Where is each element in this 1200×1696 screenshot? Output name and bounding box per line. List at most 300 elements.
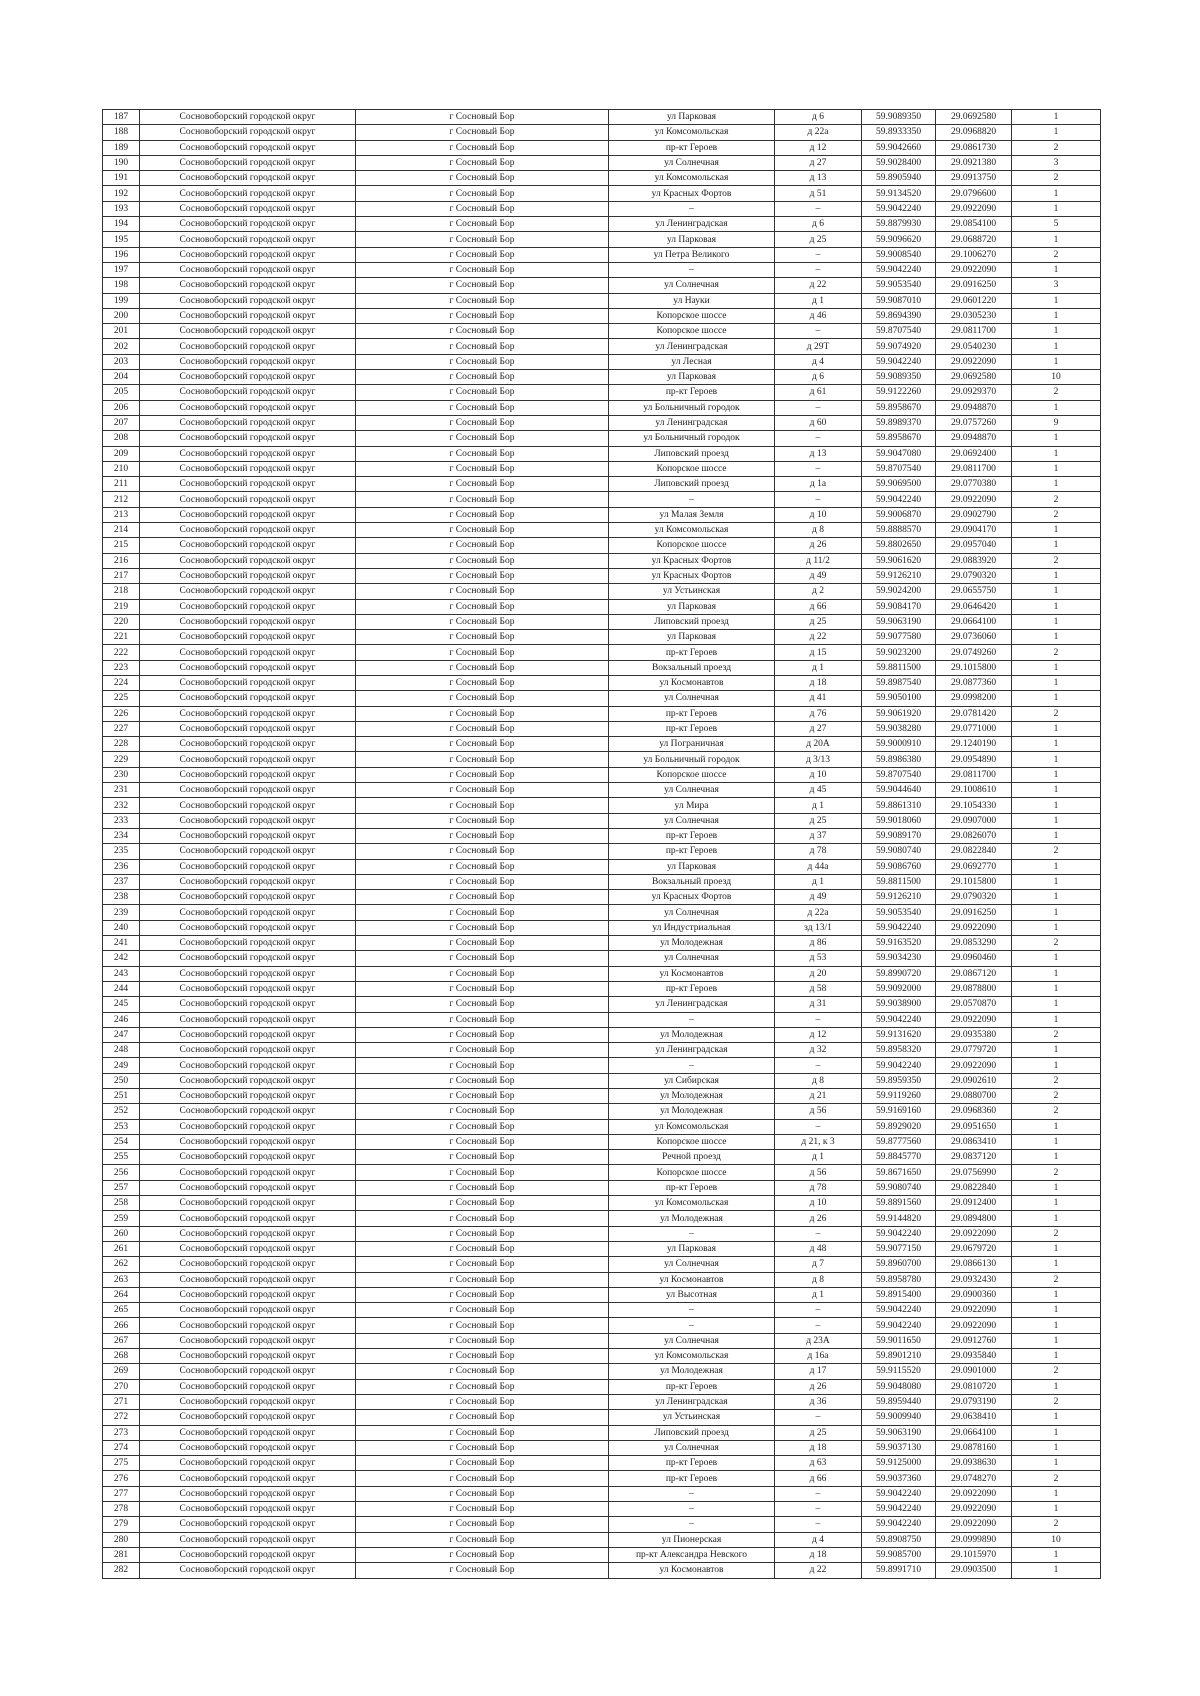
street-cell: ул Солнечная	[609, 1440, 775, 1455]
house-cell: д 41	[775, 691, 862, 706]
row-number-cell: 270	[103, 1379, 140, 1394]
settlement-cell: г Сосновый Бор	[356, 232, 609, 247]
longitude-cell: 29.0866130	[936, 1257, 1012, 1272]
table-row	[103, 890, 1101, 905]
count-cell: 1	[1012, 1211, 1101, 1226]
longitude-cell: 29.0998200	[936, 691, 1012, 706]
table-row	[103, 813, 1101, 828]
district-cell: Сосновоборский городской округ	[140, 706, 356, 721]
latitude-cell: 59.8933350	[862, 125, 936, 140]
table-row	[103, 400, 1101, 415]
row-number-cell: 222	[103, 645, 140, 660]
street-cell: ул Молодежная	[609, 1364, 775, 1379]
street-cell: ул Красных Фортов	[609, 186, 775, 201]
row-number-cell: 255	[103, 1150, 140, 1165]
district-cell: Сосновоборский городской округ	[140, 859, 356, 874]
district-cell: Сосновоборский городской округ	[140, 1027, 356, 1042]
street-cell: ул Солнечная	[609, 783, 775, 798]
longitude-cell: 29.0692400	[936, 446, 1012, 461]
row-number-cell: 245	[103, 997, 140, 1012]
district-cell: Сосновоборский городской округ	[140, 186, 356, 201]
settlement-cell: г Сосновый Бор	[356, 1333, 609, 1348]
house-cell: д 17	[775, 1364, 862, 1379]
longitude-cell: 29.1240190	[936, 737, 1012, 752]
district-cell: Сосновоборский городской округ	[140, 171, 356, 186]
latitude-cell: 59.9042240	[862, 1058, 936, 1073]
row-number-cell: 231	[103, 783, 140, 798]
house-cell: д 25	[775, 614, 862, 629]
table-row	[103, 1119, 1101, 1134]
row-number-cell: 199	[103, 293, 140, 308]
settlement-cell: г Сосновый Бор	[356, 1073, 609, 1088]
table-row	[103, 1532, 1101, 1547]
house-cell: д 25	[775, 813, 862, 828]
house-cell: д 56	[775, 1165, 862, 1180]
settlement-cell: г Сосновый Бор	[356, 660, 609, 675]
street-cell: пр-кт Александра Невского	[609, 1547, 775, 1562]
longitude-cell: 29.0938630	[936, 1456, 1012, 1471]
house-cell: –	[775, 431, 862, 446]
count-cell: 2	[1012, 1272, 1101, 1287]
row-number-cell: 274	[103, 1440, 140, 1455]
row-number-cell: 268	[103, 1349, 140, 1364]
street-cell: ул Лесная	[609, 354, 775, 369]
house-cell: д 1	[775, 1287, 862, 1302]
longitude-cell: 29.0935840	[936, 1349, 1012, 1364]
district-cell: Сосновоборский городской округ	[140, 691, 356, 706]
count-cell: 1	[1012, 859, 1101, 874]
district-cell: Сосновоборский городской округ	[140, 936, 356, 951]
latitude-cell: 59.9000910	[862, 737, 936, 752]
row-number-cell: 208	[103, 431, 140, 446]
count-cell: 1	[1012, 1318, 1101, 1333]
table-row	[103, 1486, 1101, 1501]
table-row	[103, 1012, 1101, 1027]
table-row	[103, 1410, 1101, 1425]
street-cell: пр-кт Героев	[609, 1456, 775, 1471]
latitude-cell: 59.9080740	[862, 1180, 936, 1195]
house-cell: д 15	[775, 645, 862, 660]
table-row	[103, 584, 1101, 599]
row-number-cell: 212	[103, 492, 140, 507]
row-number-cell: 250	[103, 1073, 140, 1088]
settlement-cell: г Сосновый Бор	[356, 859, 609, 874]
settlement-cell: г Сосновый Бор	[356, 1425, 609, 1440]
longitude-cell: 29.0861730	[936, 140, 1012, 155]
count-cell: 1	[1012, 1303, 1101, 1318]
street-cell: Липовский проезд	[609, 1425, 775, 1440]
longitude-cell: 29.0878160	[936, 1440, 1012, 1455]
row-number-cell: 225	[103, 691, 140, 706]
settlement-cell: г Сосновый Бор	[356, 1134, 609, 1149]
longitude-cell: 29.0692770	[936, 859, 1012, 874]
latitude-cell: 59.9042240	[862, 1012, 936, 1027]
street-cell: –	[609, 1012, 775, 1027]
latitude-cell: 59.9042240	[862, 1226, 936, 1241]
district-cell: Сосновоборский городской округ	[140, 1440, 356, 1455]
latitude-cell: 59.9042240	[862, 1303, 936, 1318]
district-cell: Сосновоборский городской округ	[140, 1517, 356, 1532]
house-cell: д 21, к 3	[775, 1134, 862, 1149]
district-cell: Сосновоборский городской округ	[140, 1532, 356, 1547]
longitude-cell: 29.0922090	[936, 262, 1012, 277]
count-cell: 1	[1012, 1150, 1101, 1165]
street-cell: ул Космонавтов	[609, 966, 775, 981]
house-cell: д 8	[775, 1272, 862, 1287]
settlement-cell: г Сосновый Бор	[356, 507, 609, 522]
row-number-cell: 242	[103, 951, 140, 966]
row-number-cell: 234	[103, 828, 140, 843]
settlement-cell: г Сосновый Бор	[356, 798, 609, 813]
latitude-cell: 59.8707540	[862, 461, 936, 476]
house-cell: д 63	[775, 1456, 862, 1471]
longitude-cell: 29.0811700	[936, 461, 1012, 476]
table-row	[103, 1211, 1101, 1226]
table-row	[103, 905, 1101, 920]
latitude-cell: 59.9089350	[862, 110, 936, 125]
latitude-cell: 59.9038900	[862, 997, 936, 1012]
street-cell: пр-кт Героев	[609, 706, 775, 721]
street-cell: ул Парковая	[609, 630, 775, 645]
latitude-cell: 59.9077150	[862, 1241, 936, 1256]
row-number-cell: 258	[103, 1196, 140, 1211]
settlement-cell: г Сосновый Бор	[356, 1196, 609, 1211]
latitude-cell: 59.8986380	[862, 752, 936, 767]
settlement-cell: г Сосновый Бор	[356, 1303, 609, 1318]
latitude-cell: 59.9038280	[862, 721, 936, 736]
latitude-cell: 59.8958780	[862, 1272, 936, 1287]
count-cell: 1	[1012, 966, 1101, 981]
street-cell: ул Солнечная	[609, 155, 775, 170]
house-cell: д 26	[775, 538, 862, 553]
count-cell: 2	[1012, 553, 1101, 568]
table-row	[103, 1180, 1101, 1195]
district-cell: Сосновоборский городской округ	[140, 1471, 356, 1486]
latitude-cell: 59.8915400	[862, 1287, 936, 1302]
count-cell: 1	[1012, 660, 1101, 675]
district-cell: Сосновоборский городской округ	[140, 630, 356, 645]
longitude-cell: 29.0863410	[936, 1134, 1012, 1149]
longitude-cell: 29.0907000	[936, 813, 1012, 828]
latitude-cell: 59.9089170	[862, 828, 936, 843]
district-cell: Сосновоборский городской округ	[140, 1211, 356, 1226]
latitude-cell: 59.9144820	[862, 1211, 936, 1226]
row-number-cell: 232	[103, 798, 140, 813]
settlement-cell: г Сосновый Бор	[356, 675, 609, 690]
settlement-cell: г Сосновый Бор	[356, 874, 609, 889]
latitude-cell: 59.9042240	[862, 1318, 936, 1333]
house-cell: –	[775, 1303, 862, 1318]
row-number-cell: 235	[103, 844, 140, 859]
house-cell: д 1	[775, 1150, 862, 1165]
house-cell: д 78	[775, 844, 862, 859]
settlement-cell: г Сосновый Бор	[356, 828, 609, 843]
district-cell: Сосновоборский городской округ	[140, 844, 356, 859]
district-cell: Сосновоборский городской округ	[140, 568, 356, 583]
count-cell: 2	[1012, 247, 1101, 262]
street-cell: Копорское шоссе	[609, 767, 775, 782]
street-cell: ул Комсомольская	[609, 1119, 775, 1134]
count-cell: 1	[1012, 1257, 1101, 1272]
settlement-cell: г Сосновый Бор	[356, 492, 609, 507]
count-cell: 3	[1012, 278, 1101, 293]
street-cell: ул Молодежная	[609, 936, 775, 951]
table-row	[103, 981, 1101, 996]
longitude-cell: 29.0811700	[936, 767, 1012, 782]
settlement-cell: г Сосновый Бор	[356, 1547, 609, 1562]
street-cell: ул Молодежная	[609, 1211, 775, 1226]
longitude-cell: 29.0922090	[936, 1486, 1012, 1501]
street-cell: ул Солнечная	[609, 951, 775, 966]
street-cell: пр-кт Героев	[609, 828, 775, 843]
table-row	[103, 278, 1101, 293]
settlement-cell: г Сосновый Бор	[356, 1502, 609, 1517]
house-cell: д 22	[775, 1563, 862, 1578]
latitude-cell: 59.9053540	[862, 905, 936, 920]
latitude-cell: 59.8777560	[862, 1134, 936, 1149]
district-cell: Сосновоборский городской округ	[140, 125, 356, 140]
house-cell: д 1	[775, 660, 862, 675]
count-cell: 5	[1012, 217, 1101, 232]
house-cell: д 18	[775, 1547, 862, 1562]
house-cell: –	[775, 461, 862, 476]
longitude-cell: 29.0922090	[936, 492, 1012, 507]
count-cell: 2	[1012, 492, 1101, 507]
settlement-cell: г Сосновый Бор	[356, 140, 609, 155]
house-cell: д 25	[775, 232, 862, 247]
table-row	[103, 1089, 1101, 1104]
longitude-cell: 29.0736060	[936, 630, 1012, 645]
street-cell: –	[609, 1517, 775, 1532]
row-number-cell: 205	[103, 385, 140, 400]
row-number-cell: 200	[103, 308, 140, 323]
settlement-cell: г Сосновый Бор	[356, 752, 609, 767]
street-cell: –	[609, 1318, 775, 1333]
street-cell: ул Парковая	[609, 370, 775, 385]
street-cell: ул Молодежная	[609, 1027, 775, 1042]
latitude-cell: 59.8959440	[862, 1394, 936, 1409]
house-cell: д 22а	[775, 905, 862, 920]
longitude-cell: 29.0968820	[936, 125, 1012, 140]
longitude-cell: 29.0922090	[936, 1318, 1012, 1333]
house-cell: д 2	[775, 584, 862, 599]
latitude-cell: 59.9042240	[862, 920, 936, 935]
count-cell: 1	[1012, 477, 1101, 492]
row-number-cell: 218	[103, 584, 140, 599]
house-cell: д 12	[775, 1027, 862, 1042]
row-number-cell: 260	[103, 1226, 140, 1241]
count-cell: 1	[1012, 1333, 1101, 1348]
street-cell: ул Науки	[609, 293, 775, 308]
street-cell: ул Устьинская	[609, 584, 775, 599]
table-row	[103, 1303, 1101, 1318]
latitude-cell: 59.9096620	[862, 232, 936, 247]
longitude-cell: 29.1006270	[936, 247, 1012, 262]
house-cell: д 45	[775, 783, 862, 798]
row-number-cell: 196	[103, 247, 140, 262]
longitude-cell: 29.0922090	[936, 354, 1012, 369]
table-row	[103, 140, 1101, 155]
row-number-cell: 262	[103, 1257, 140, 1272]
longitude-cell: 29.0867120	[936, 966, 1012, 981]
latitude-cell: 59.9063190	[862, 614, 936, 629]
street-cell: ул Комсомольская	[609, 523, 775, 538]
house-cell: д 10	[775, 767, 862, 782]
settlement-cell: г Сосновый Бор	[356, 1180, 609, 1195]
count-cell: 1	[1012, 1241, 1101, 1256]
house-cell: д 27	[775, 155, 862, 170]
count-cell: 1	[1012, 997, 1101, 1012]
table-row	[103, 1440, 1101, 1455]
settlement-cell: г Сосновый Бор	[356, 400, 609, 415]
longitude-cell: 29.0913750	[936, 171, 1012, 186]
table-row	[103, 293, 1101, 308]
district-cell: Сосновоборский городской округ	[140, 874, 356, 889]
latitude-cell: 59.9050100	[862, 691, 936, 706]
street-cell: ул Комсомольская	[609, 1349, 775, 1364]
table-row	[103, 1563, 1101, 1578]
latitude-cell: 59.9042240	[862, 262, 936, 277]
table-row	[103, 936, 1101, 951]
latitude-cell: 59.8811500	[862, 874, 936, 889]
district-cell: Сосновоборский городской округ	[140, 599, 356, 614]
district-cell: Сосновоборский городской округ	[140, 1165, 356, 1180]
count-cell: 1	[1012, 1563, 1101, 1578]
district-cell: Сосновоборский городской округ	[140, 813, 356, 828]
latitude-cell: 59.8991710	[862, 1563, 936, 1578]
row-number-cell: 227	[103, 721, 140, 736]
district-cell: Сосновоборский городской округ	[140, 890, 356, 905]
count-cell: 1	[1012, 584, 1101, 599]
street-cell: ул Ленинградская	[609, 217, 775, 232]
count-cell: 2	[1012, 140, 1101, 155]
count-cell: 2	[1012, 645, 1101, 660]
street-cell: ул Сибирская	[609, 1073, 775, 1088]
street-cell: ул Парковая	[609, 859, 775, 874]
street-cell: Копорское шоссе	[609, 324, 775, 339]
longitude-cell: 29.0902610	[936, 1073, 1012, 1088]
district-cell: Сосновоборский городской округ	[140, 110, 356, 125]
district-cell: Сосновоборский городской округ	[140, 783, 356, 798]
house-cell: зд 13/1	[775, 920, 862, 935]
street-cell: ул Петра Великого	[609, 247, 775, 262]
settlement-cell: г Сосновый Бор	[356, 1287, 609, 1302]
settlement-cell: г Сосновый Бор	[356, 1318, 609, 1333]
row-number-cell: 188	[103, 125, 140, 140]
longitude-cell: 29.0756990	[936, 1165, 1012, 1180]
longitude-cell: 29.0822840	[936, 844, 1012, 859]
table-row	[103, 247, 1101, 262]
settlement-cell: г Сосновый Бор	[356, 936, 609, 951]
longitude-cell: 29.0922090	[936, 1517, 1012, 1532]
settlement-cell: г Сосновый Бор	[356, 966, 609, 981]
row-number-cell: 261	[103, 1241, 140, 1256]
longitude-cell: 29.0904170	[936, 523, 1012, 538]
table-row	[103, 1456, 1101, 1471]
settlement-cell: г Сосновый Бор	[356, 262, 609, 277]
settlement-cell: г Сосновый Бор	[356, 1089, 609, 1104]
row-number-cell: 277	[103, 1486, 140, 1501]
house-cell: д 1	[775, 874, 862, 889]
street-cell: пр-кт Героев	[609, 721, 775, 736]
longitude-cell: 29.0853290	[936, 936, 1012, 951]
district-cell: Сосновоборский городской округ	[140, 1150, 356, 1165]
longitude-cell: 29.0822840	[936, 1180, 1012, 1195]
district-cell: Сосновоборский городской округ	[140, 538, 356, 553]
row-number-cell: 247	[103, 1027, 140, 1042]
longitude-cell: 29.0601220	[936, 293, 1012, 308]
latitude-cell: 59.8989370	[862, 415, 936, 430]
house-cell: –	[775, 324, 862, 339]
table-row	[103, 461, 1101, 476]
district-cell: Сосновоборский городской округ	[140, 721, 356, 736]
latitude-cell: 59.9042660	[862, 140, 936, 155]
row-number-cell: 230	[103, 767, 140, 782]
table-row	[103, 568, 1101, 583]
house-cell: д 8	[775, 523, 862, 538]
district-cell: Сосновоборский городской округ	[140, 920, 356, 935]
street-cell: ул Ленинградская	[609, 339, 775, 354]
row-number-cell: 217	[103, 568, 140, 583]
longitude-cell: 29.0770380	[936, 477, 1012, 492]
row-number-cell: 253	[103, 1119, 140, 1134]
street-cell: Вокзальный проезд	[609, 660, 775, 675]
table-row	[103, 186, 1101, 201]
row-number-cell: 237	[103, 874, 140, 889]
street-cell: ул Пионерская	[609, 1532, 775, 1547]
settlement-cell: г Сосновый Бор	[356, 324, 609, 339]
longitude-cell: 29.0781420	[936, 706, 1012, 721]
settlement-cell: г Сосновый Бор	[356, 890, 609, 905]
street-cell: ул Комсомольская	[609, 1196, 775, 1211]
house-cell: д 48	[775, 1241, 862, 1256]
house-cell: –	[775, 400, 862, 415]
latitude-cell: 59.9024200	[862, 584, 936, 599]
district-cell: Сосновоборский городской округ	[140, 400, 356, 415]
count-cell: 1	[1012, 400, 1101, 415]
street-cell: ул Устьинская	[609, 1410, 775, 1425]
longitude-cell: 29.0922090	[936, 1502, 1012, 1517]
table-row	[103, 507, 1101, 522]
count-cell: 1	[1012, 354, 1101, 369]
longitude-cell: 29.0655750	[936, 584, 1012, 599]
district-cell: Сосновоборский городской округ	[140, 1073, 356, 1088]
row-number-cell: 213	[103, 507, 140, 522]
latitude-cell: 59.9092000	[862, 981, 936, 996]
district-cell: Сосновоборский городской округ	[140, 1547, 356, 1562]
table-row	[103, 675, 1101, 690]
latitude-cell: 59.8845770	[862, 1150, 936, 1165]
table-row	[103, 660, 1101, 675]
table-row	[103, 706, 1101, 721]
table-row	[103, 477, 1101, 492]
district-cell: Сосновоборский городской округ	[140, 324, 356, 339]
district-cell: Сосновоборский городской округ	[140, 431, 356, 446]
longitude-cell: 29.0854100	[936, 217, 1012, 232]
house-cell: д 1	[775, 293, 862, 308]
latitude-cell: 59.9028400	[862, 155, 936, 170]
district-cell: Сосновоборский городской округ	[140, 828, 356, 843]
street-cell: ул Парковая	[609, 599, 775, 614]
street-cell: ул Красных Фортов	[609, 553, 775, 568]
count-cell: 1	[1012, 1425, 1101, 1440]
row-number-cell: 265	[103, 1303, 140, 1318]
count-cell: 2	[1012, 507, 1101, 522]
count-cell: 2	[1012, 1073, 1101, 1088]
latitude-cell: 59.9042240	[862, 1517, 936, 1532]
street-cell: ул Космонавтов	[609, 1563, 775, 1578]
house-cell: д 31	[775, 997, 862, 1012]
